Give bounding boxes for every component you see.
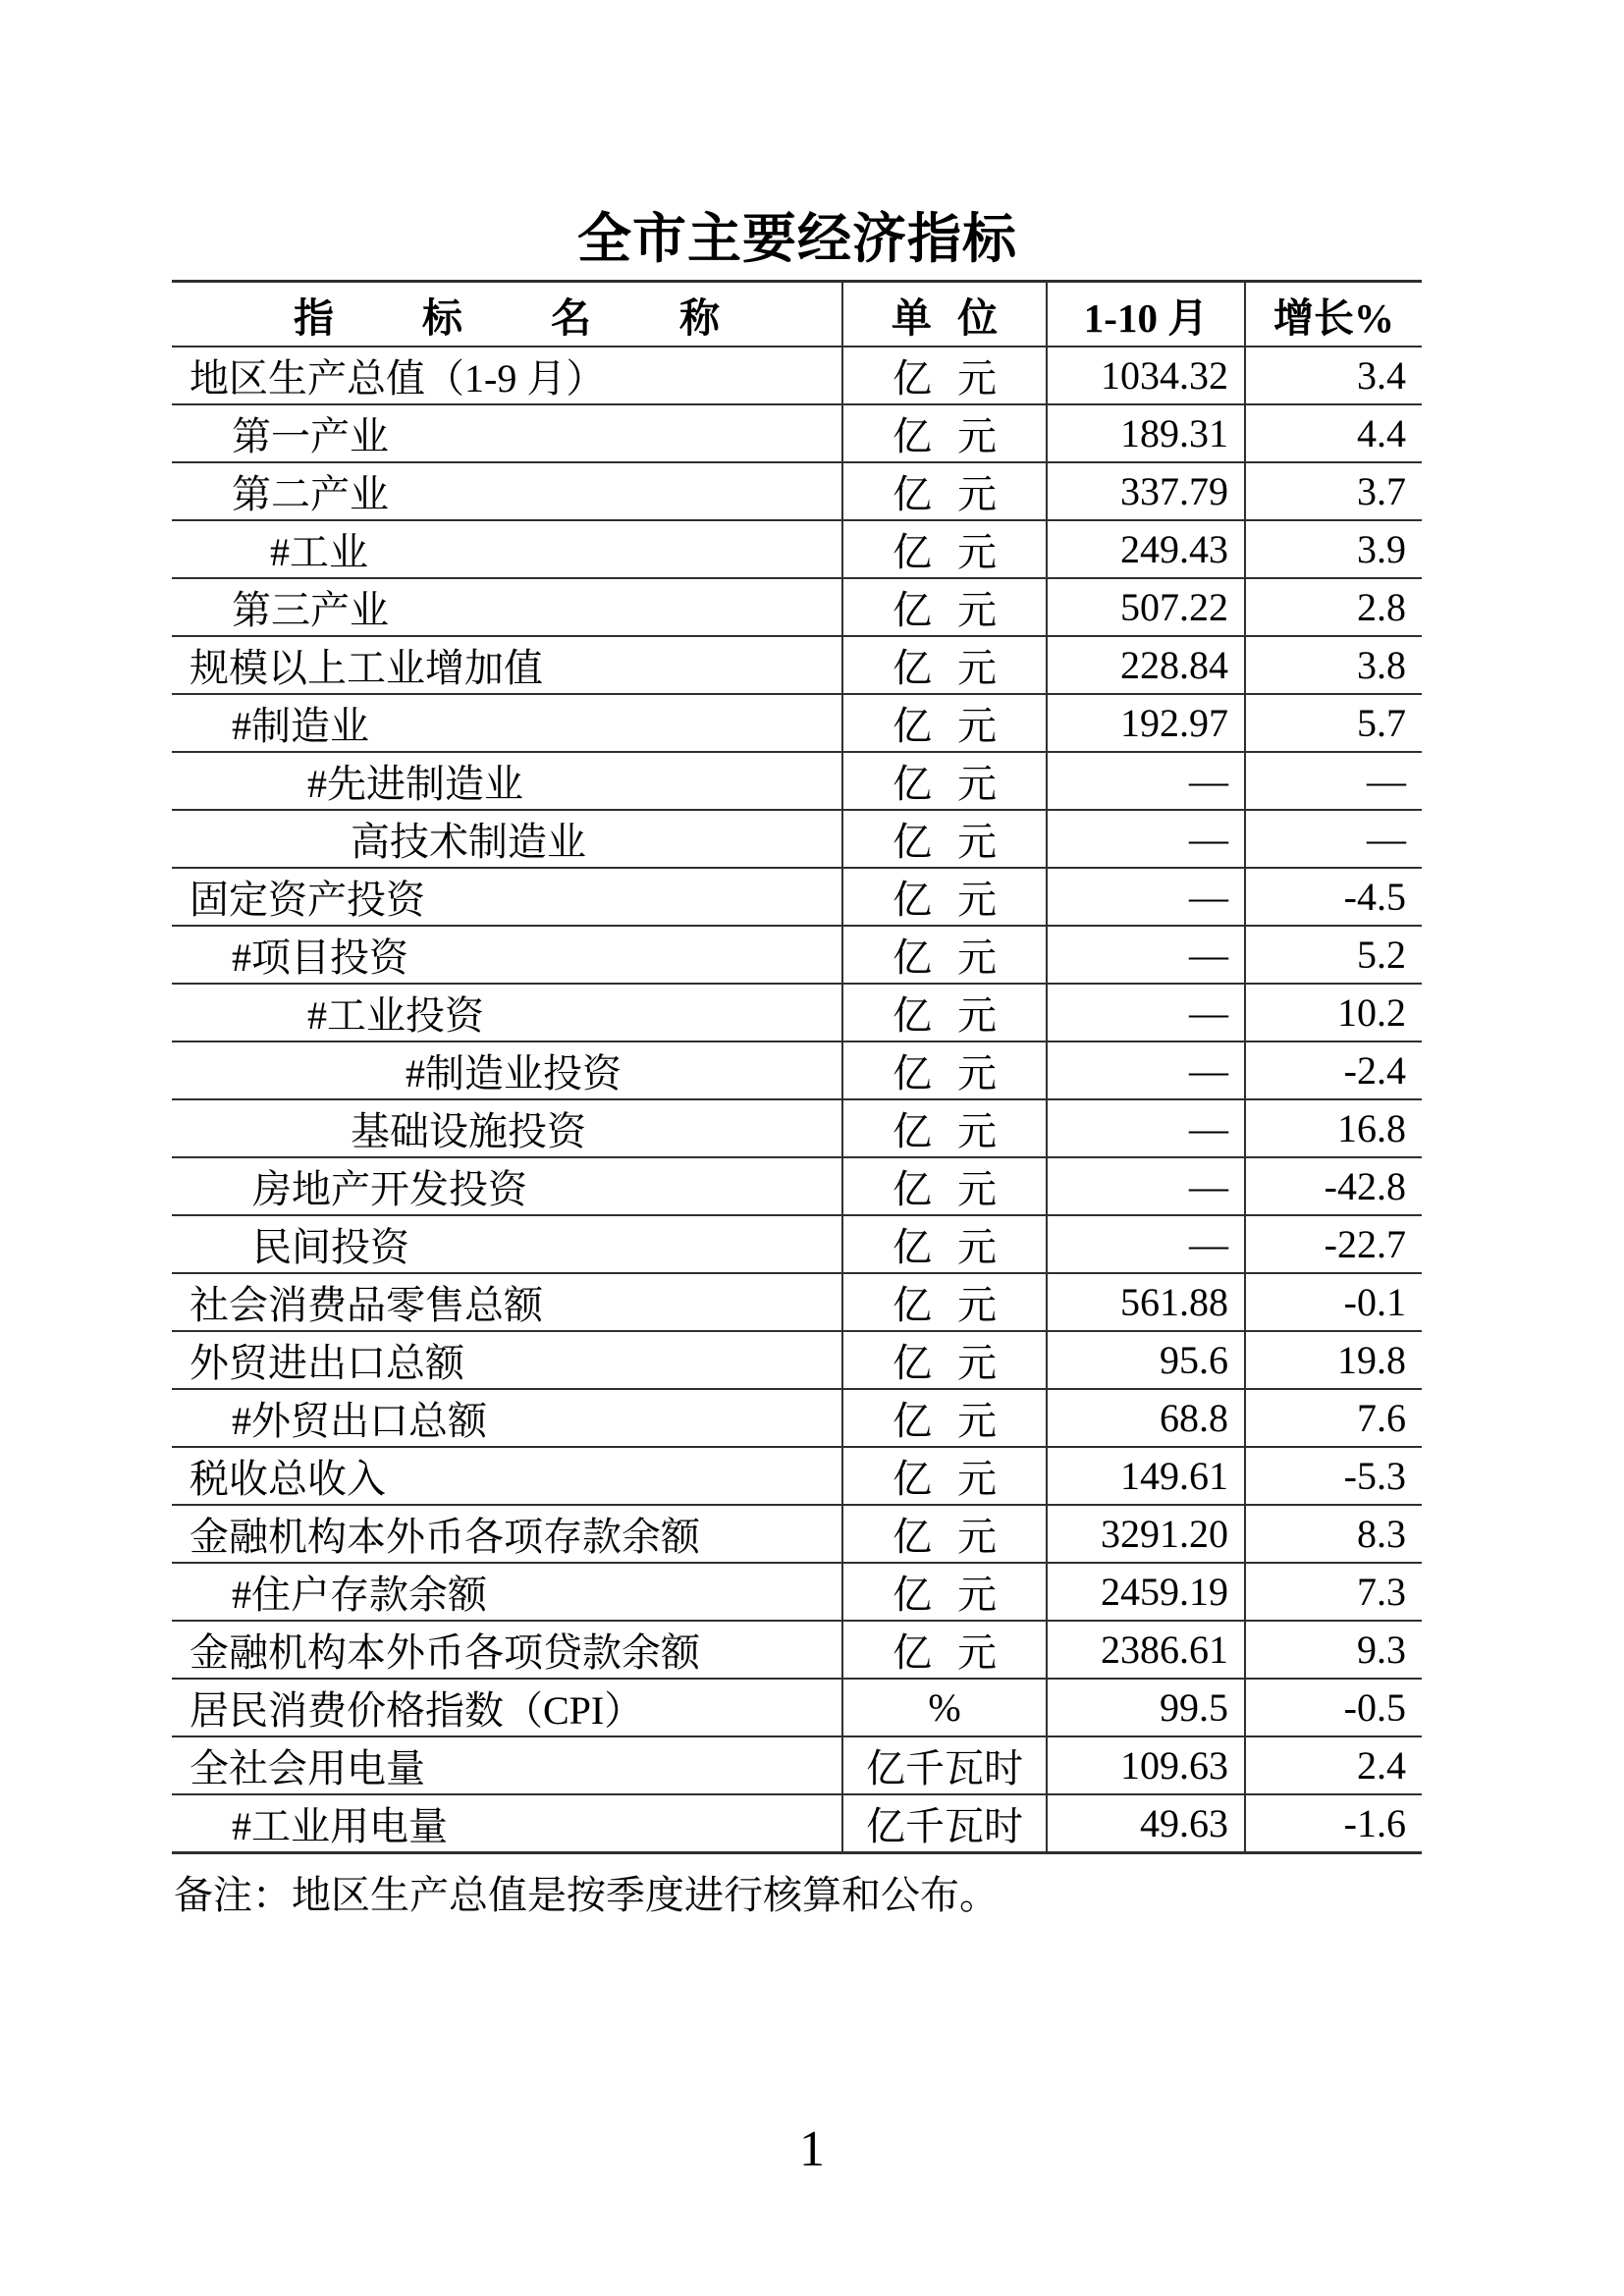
column-header-indicator-name — [172, 282, 842, 347]
table-row — [172, 636, 1422, 694]
table-row — [172, 1621, 1422, 1679]
unit-cell: 亿 元 — [842, 404, 1047, 462]
indicator-name-cell: 第三产业 — [172, 578, 842, 636]
value-cell: — — [1047, 1041, 1245, 1099]
growth-cell: 3.9 — [1245, 520, 1422, 578]
unit-cell: 亿 元 — [842, 1331, 1047, 1389]
indicator-name-cell: 外贸进出口总额 — [172, 1331, 842, 1389]
growth-cell: 5.2 — [1245, 926, 1422, 984]
indicator-name-cell: 第一产业 — [172, 404, 842, 462]
unit-cell: 亿 元 — [842, 926, 1047, 984]
page-number: 1 — [799, 2121, 825, 2177]
growth-cell: 3.7 — [1245, 462, 1422, 520]
value-cell: — — [1047, 810, 1245, 868]
unit-cell: 亿 元 — [842, 1505, 1047, 1563]
growth-cell: -1.6 — [1245, 1794, 1422, 1853]
value-cell: 561.88 — [1047, 1273, 1245, 1331]
column-header-indicator-name-text: 指标名称 — [294, 294, 808, 341]
value-cell: — — [1047, 1099, 1245, 1157]
unit-cell: 亿 元 — [842, 636, 1047, 694]
table-body — [172, 347, 1422, 1853]
growth-cell: 9.3 — [1245, 1621, 1422, 1679]
indicator-name-cell: #住户存款余额 — [172, 1563, 842, 1621]
indicator-name-cell: 第二产业 — [172, 462, 842, 520]
growth-cell: 4.4 — [1245, 404, 1422, 462]
indicator-name-cell: #外贸出口总额 — [172, 1389, 842, 1447]
table-row — [172, 1736, 1422, 1794]
unit-cell: 亿 元 — [842, 1157, 1047, 1215]
indicator-name-cell: 金融机构本外币各项存款余额 — [172, 1505, 842, 1563]
column-header-unit — [842, 282, 1047, 347]
page-title — [172, 203, 1422, 274]
table-row — [172, 810, 1422, 868]
growth-cell: — — [1245, 810, 1422, 868]
growth-cell: -2.4 — [1245, 1041, 1422, 1099]
indicator-name-cell: 基础设施投资 — [172, 1099, 842, 1157]
growth-cell: -22.7 — [1245, 1215, 1422, 1273]
value-cell: — — [1047, 1157, 1245, 1215]
value-cell: 337.79 — [1047, 462, 1245, 520]
value-cell: — — [1047, 868, 1245, 926]
table-row — [172, 520, 1422, 578]
indicator-name-cell: 固定资产投资 — [172, 868, 842, 926]
table-row — [172, 1389, 1422, 1447]
unit-cell: 亿 元 — [842, 347, 1047, 404]
value-cell: 507.22 — [1047, 578, 1245, 636]
table-row — [172, 578, 1422, 636]
indicator-name-cell: 金融机构本外币各项贷款余额 — [172, 1621, 842, 1679]
table-row — [172, 1099, 1422, 1157]
table-row — [172, 1447, 1422, 1505]
table-row — [172, 926, 1422, 984]
growth-cell: 2.8 — [1245, 578, 1422, 636]
growth-cell: 8.3 — [1245, 1505, 1422, 1563]
table-row — [172, 1331, 1422, 1389]
economic-indicators-table — [172, 280, 1422, 1854]
growth-cell: 19.8 — [1245, 1331, 1422, 1389]
unit-cell: 亿 元 — [842, 694, 1047, 752]
value-cell: 149.61 — [1047, 1447, 1245, 1505]
indicator-name-cell: #制造业投资 — [172, 1041, 842, 1099]
value-cell: — — [1047, 1215, 1245, 1273]
unit-cell: 亿 元 — [842, 1215, 1047, 1273]
indicator-name-cell: 社会消费品零售总额 — [172, 1273, 842, 1331]
value-cell: 1034.32 — [1047, 347, 1245, 404]
table-row — [172, 1215, 1422, 1273]
growth-cell: -4.5 — [1245, 868, 1422, 926]
value-cell: 109.63 — [1047, 1736, 1245, 1794]
indicator-name-cell: 规模以上工业增加值 — [172, 636, 842, 694]
value-cell: 49.63 — [1047, 1794, 1245, 1853]
indicator-name-cell: 全社会用电量 — [172, 1736, 842, 1794]
table-row — [172, 347, 1422, 404]
indicator-name-cell: #工业 — [172, 520, 842, 578]
value-cell: 228.84 — [1047, 636, 1245, 694]
value-cell: 192.97 — [1047, 694, 1245, 752]
unit-cell: 亿 元 — [842, 1447, 1047, 1505]
unit-cell: 亿 元 — [842, 1621, 1047, 1679]
table-row — [172, 868, 1422, 926]
unit-cell: 亿 元 — [842, 1273, 1047, 1331]
growth-cell: -42.8 — [1245, 1157, 1422, 1215]
value-cell: — — [1047, 984, 1245, 1041]
table-row — [172, 404, 1422, 462]
value-cell: — — [1047, 926, 1245, 984]
growth-cell: -5.3 — [1245, 1447, 1422, 1505]
table-row — [172, 1041, 1422, 1099]
value-cell: 3291.20 — [1047, 1505, 1245, 1563]
value-cell: 95.6 — [1047, 1331, 1245, 1389]
indicator-name-cell: 民间投资 — [172, 1215, 842, 1273]
table-row — [172, 1794, 1422, 1853]
unit-cell: 亿 元 — [842, 520, 1047, 578]
value-cell: 2386.61 — [1047, 1621, 1245, 1679]
value-cell: 68.8 — [1047, 1389, 1245, 1447]
unit-cell: 亿 元 — [842, 984, 1047, 1041]
indicator-name-cell: #工业投资 — [172, 984, 842, 1041]
growth-cell: 3.8 — [1245, 636, 1422, 694]
growth-cell: 3.4 — [1245, 347, 1422, 404]
indicator-name-cell: 房地产开发投资 — [172, 1157, 842, 1215]
footnote: 备注：地区生产总值是按季度进行核算和公布。 — [174, 1873, 999, 1917]
unit-cell: 亿 元 — [842, 1041, 1047, 1099]
table-row — [172, 1679, 1422, 1736]
growth-cell: 7.3 — [1245, 1563, 1422, 1621]
growth-cell: 2.4 — [1245, 1736, 1422, 1794]
table-row — [172, 1157, 1422, 1215]
growth-cell: 7.6 — [1245, 1389, 1422, 1447]
column-header-growth: 增长% — [1245, 282, 1422, 347]
unit-cell: 亿 元 — [842, 462, 1047, 520]
unit-cell: 亿 元 — [842, 752, 1047, 810]
value-cell: 249.43 — [1047, 520, 1245, 578]
unit-cell: 亿 元 — [842, 1099, 1047, 1157]
table-row — [172, 752, 1422, 810]
value-cell: 189.31 — [1047, 404, 1245, 462]
indicator-name-cell: 税收总收入 — [172, 1447, 842, 1505]
unit-cell: 亿 元 — [842, 868, 1047, 926]
growth-cell: -0.5 — [1245, 1679, 1422, 1736]
value-cell: 99.5 — [1047, 1679, 1245, 1736]
table-row — [172, 694, 1422, 752]
unit-cell: 亿 元 — [842, 1389, 1047, 1447]
unit-cell: 亿 元 — [842, 578, 1047, 636]
indicator-name-cell: 高技术制造业 — [172, 810, 842, 868]
growth-cell: 5.7 — [1245, 694, 1422, 752]
unit-cell: 亿千瓦时 — [842, 1736, 1047, 1794]
growth-cell: 16.8 — [1245, 1099, 1422, 1157]
document-content — [172, 0, 1422, 1919]
table-row — [172, 1273, 1422, 1331]
table-header-row — [172, 282, 1422, 347]
unit-cell: 亿 元 — [842, 1563, 1047, 1621]
table-row — [172, 462, 1422, 520]
unit-cell: 亿千瓦时 — [842, 1794, 1047, 1853]
indicator-name-cell: #先进制造业 — [172, 752, 842, 810]
indicator-name-cell: 地区生产总值（1-9 月） — [172, 347, 842, 404]
value-cell: — — [1047, 752, 1245, 810]
table-row — [172, 1563, 1422, 1621]
growth-cell: 10.2 — [1245, 984, 1422, 1041]
unit-cell: % — [842, 1679, 1047, 1736]
indicator-name-cell: 居民消费价格指数（CPI） — [172, 1679, 842, 1736]
table-row — [172, 984, 1422, 1041]
unit-cell: 亿 元 — [842, 810, 1047, 868]
indicator-name-cell: #制造业 — [172, 694, 842, 752]
table-row — [172, 1505, 1422, 1563]
growth-cell: -0.1 — [1245, 1273, 1422, 1331]
indicator-name-cell: #项目投资 — [172, 926, 842, 984]
page-title-text: 全市主要经济指标 — [576, 208, 1017, 269]
column-header-period: 1-10 月 — [1047, 282, 1245, 347]
value-cell: 2459.19 — [1047, 1563, 1245, 1621]
growth-cell: — — [1245, 752, 1422, 810]
column-header-unit-text: 单 位 — [891, 294, 999, 341]
indicator-name-cell: #工业用电量 — [172, 1794, 842, 1853]
